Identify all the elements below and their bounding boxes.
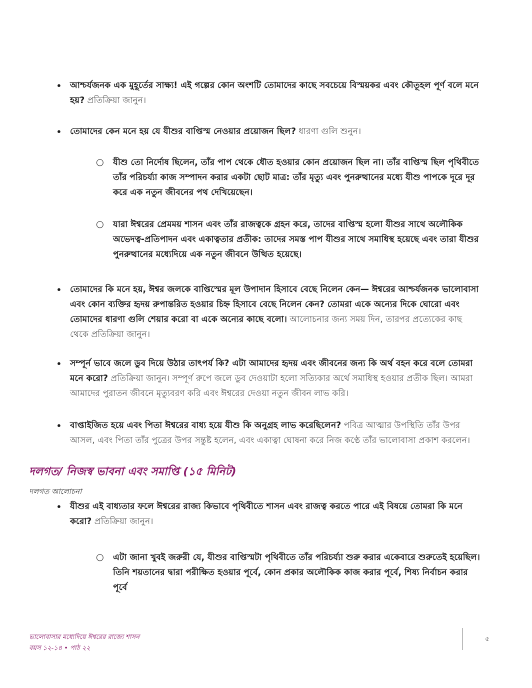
bullet-icon: • bbox=[56, 421, 62, 432]
bullet-icon: • bbox=[56, 359, 62, 370]
list-item bbox=[56, 283, 482, 343]
page-number: ৫ bbox=[485, 635, 490, 643]
instruction-text: পবিত্র আত্মার উপস্থিতি তাঁর উপর আসল, এবং পিতা তাঁর পুত্রের উপর সন্তুষ্ট হলেন, এবং একাত্বা ঘোষনা করে নিজ কণ্ঠে তাঁর ভালোবাসা প্রকাশ করলেন। bbox=[70, 421, 471, 446]
bullet-icon: • bbox=[56, 502, 62, 513]
sub-list-item bbox=[96, 551, 483, 596]
instruction-text: ধারণা গুলি শুনুন। bbox=[295, 127, 362, 137]
list-item bbox=[56, 125, 482, 140]
question-text: সম্পূর্ন ভাবে জলে ডুব দিয়ে উঠার তাৎপর্য কি? এটা আমাদের হৃদয় এবং জীবনের জন্য কি অর্থ বহন করে বলে তোমরা মনে করো? bbox=[70, 359, 473, 384]
instruction-text: প্রতিক্রিয়া জানুন। bbox=[84, 96, 147, 106]
sub-list-item bbox=[96, 156, 483, 201]
footer-title: ভালোবাসার মধ্যেদিয়ে ঈশ্বরের রাজ্যে শাসন bbox=[29, 633, 140, 641]
instruction-text: প্রতিক্রিয়া জানুন। bbox=[91, 517, 154, 527]
bullet-icon: • bbox=[56, 285, 62, 296]
instruction-text: আলোচনার জন্য সময় দিন, তারপর প্রত্যেকের কাছ থেকে প্রতিক্রিয়া জানুন। bbox=[70, 315, 463, 340]
footer-divider bbox=[462, 628, 463, 650]
footer-subtitle: বয়স ১২-১৪ • পাঠ ২২ bbox=[29, 644, 91, 652]
list-item bbox=[56, 500, 482, 530]
circle-bullet-icon: ○ bbox=[96, 158, 104, 168]
answer-text: এটা জানা খুবই জরুরী যে, যীশুর বাপ্তিস্মটা পৃথিবীতে তাঁর পরিচর্য্যা শুরু করার একেবারে শুরুতেই হয়েছিল। তিনি শয়তানের দ্বারা পরীক্ষিত হওয়ার পূর্বে, কোন প্রকার অলৌকিক কাজ করার পূর্বে, শিষ্য নির্বাচন করার পূর্বে bbox=[113, 553, 480, 593]
section-subheading: দলগত আলোচনা bbox=[29, 487, 82, 496]
question-text: তোমাদের কি মনে হয়, ঈশ্বর জলকে বাপ্তিস্মের মূল উপাদান হিসাবে বেছে নিলেন কেন— ঈশ্বরের আশ্চর্যজনক ভালোবাসা এবং কোন ব্যক্তির হৃদয় রুপান্তরিত হওয়ার চিহ্ন হিসাবে বেছে নিলেন কেন? তোমরা একে অন্যের দিকে ঘোরো এবং তোমাদের ধারণা গুলি শেয়ার করো বা একে অন্যের কাছে বলো। bbox=[70, 285, 479, 325]
bullet-icon: • bbox=[56, 127, 62, 138]
answer-text: যীশু তো নির্দোষ ছিলেন, তাঁর পাপ থেকে ধৌত হওয়ার কোন প্রয়োজন ছিল না। তাঁর বাপ্তিস্ম ছিল পৃথিবীতে তাঁর পরিচর্য্যা কাজ সম্পাদন করার একটা ছোট মাত্র: তাঁর মৃত্যু এবং পুনরুত্থানের মধ্যে যীশু পাপকে দূরে দূর করে এক নতুন জীবনের পথ দেখিয়েছেন। bbox=[113, 158, 479, 198]
question-text: যীশুর এই বাধ্যতার ফলে ঈশ্বরের রাজ্য কিভাবে পৃথিবীতে শাসন এবং রাজত্ব করতে পারে এই বিষয়ে তোমরা কি মনে করো? bbox=[70, 502, 463, 527]
circle-bullet-icon: ○ bbox=[96, 220, 104, 230]
sub-list-item bbox=[96, 218, 483, 263]
bullet-icon: • bbox=[56, 81, 62, 92]
question-text: তোমাদের কেন মনে হয় যে যীশুর বাপ্তিস্ম নেওয়ার প্রয়োজন ছিল? bbox=[70, 127, 296, 137]
instruction-text: প্রতিক্রিয়া জানুন। সম্পূর্ণ রুপে জলে ডুব দেওয়াটা হলো সত্যিকার অর্থে সমাধিস্থ হওয়ার প্রতীক ছিল। আমরা আমাদের পুরাতন জীবনে মৃত্যুবরণ করি এবং ঈশ্বরের দেওয়া নতুন জীবন লাভ করি। bbox=[70, 374, 473, 399]
answer-text: যারা ঈশ্বরের প্রেমময় শাসন এবং তাঁর রাজত্বকে গ্রহন করে, তাদের বাপ্তিস্ম হলো যীশুর সাথে অলৌকিক অভেদত্ব-প্রতিপাদন এবং একাত্বতার প্রতীক: তাদের সমস্ত পাপ যীশুর সাথে সমাধিস্থ হয়েছে এবং তারা যীশুর পুনরুত্থানের মধ্যেদিয়ে এক নতুন জীবনে উত্থিত হয়েছে। bbox=[113, 220, 479, 260]
list-item bbox=[56, 419, 482, 449]
question-text: বাপ্তাইজিত হয়ে এবং পিতা ঈশ্বরের বাধ্য হয়ে যীশু কি অনুগ্রহ লাভ করেছিলেন? bbox=[70, 421, 342, 431]
list-item bbox=[56, 79, 482, 109]
section-heading: দলগত/ নিজস্ব ভাবনা এবং সমাপ্তি (১৫ মিনিট) bbox=[29, 465, 237, 478]
circle-bullet-icon: ○ bbox=[96, 553, 104, 563]
list-item bbox=[56, 357, 482, 402]
question-text: আশ্চর্যজনক এক মুহূর্তের সাক্ষ্য! এই গল্পের কোন অংশটি তোমাদের কাছে সবচেয়ে বিস্ময়কর এবং কৌতূহল পূর্ণ বলে মনে হয়? bbox=[70, 81, 479, 106]
